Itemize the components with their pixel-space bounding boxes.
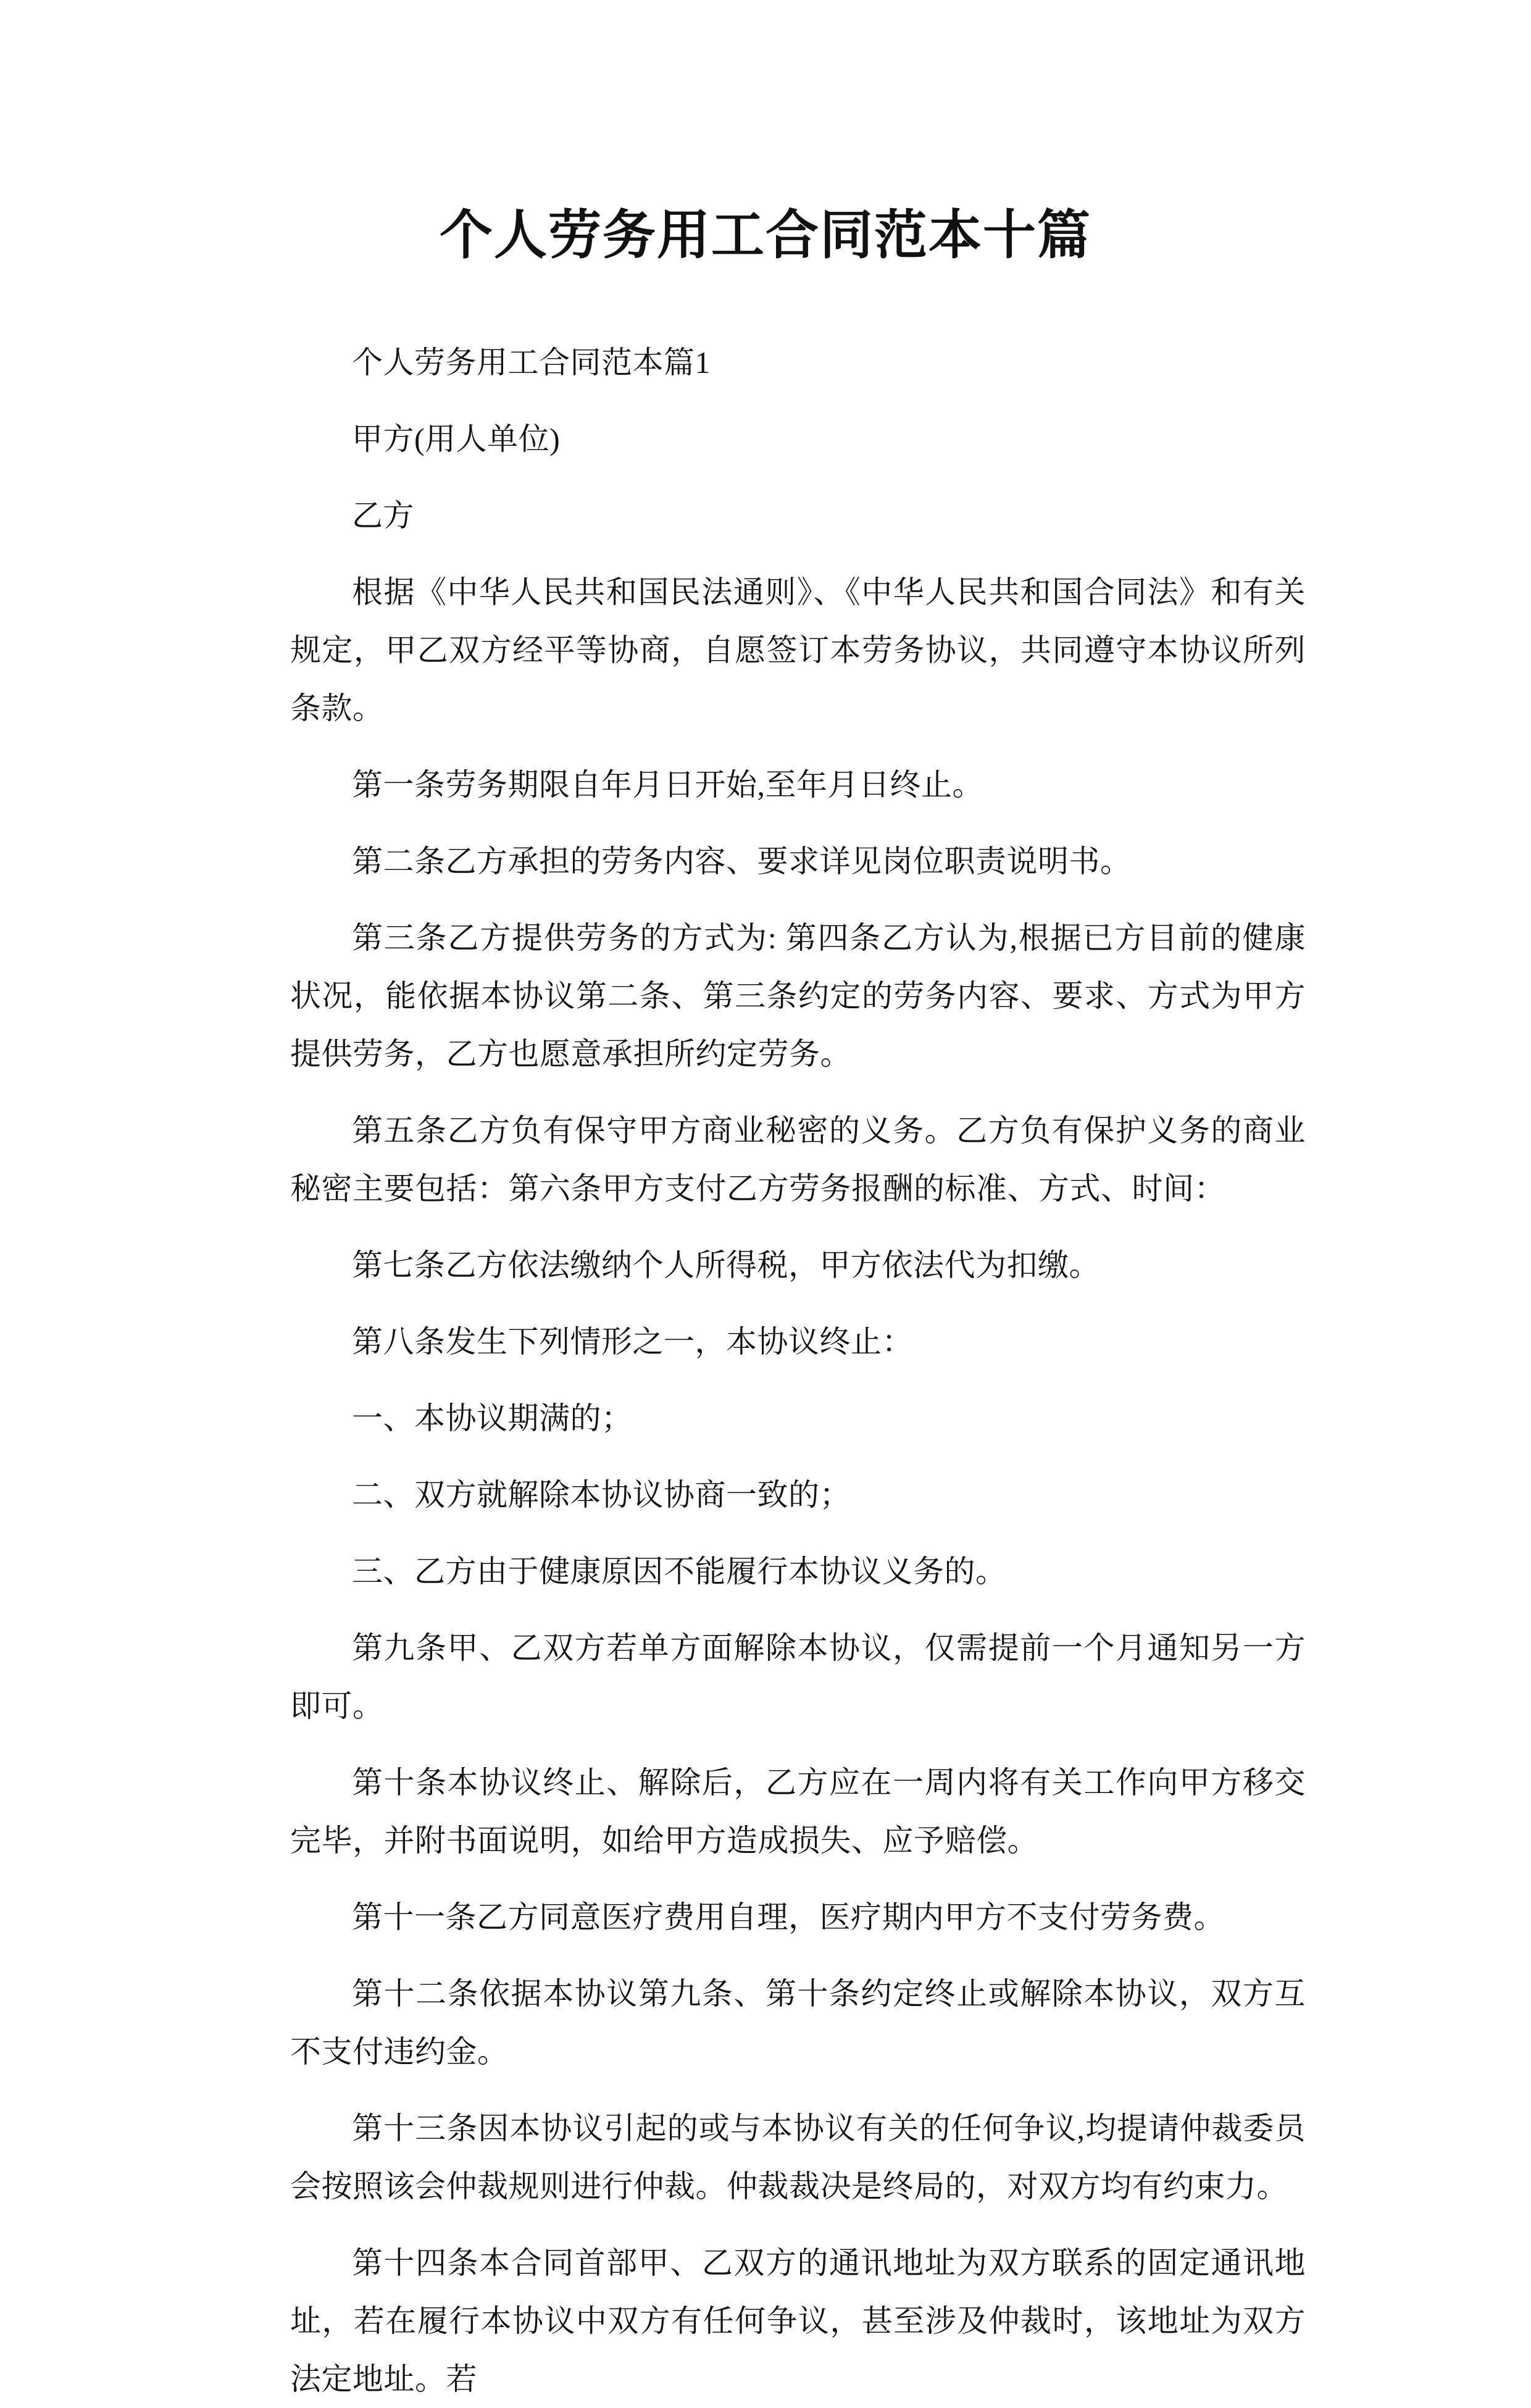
paragraph: 第八条发生下列情形之一，本协议终止： bbox=[352, 1324, 913, 1359]
paragraph: 第九条甲、乙双方若单方面解除本协议，仅需提前一个月通知另一方即可。 bbox=[290, 1631, 1306, 1723]
paragraph: 甲方(用人单位) bbox=[352, 422, 561, 456]
paragraph: 个人劳务用工合同范本篇1 bbox=[352, 345, 711, 380]
paragraph: 第十二条依据本协议第九条、第十条约定终止或解除本协议，双方互不支付违约金。 bbox=[290, 1976, 1306, 2069]
paragraph: 根据《中华人民共和国民法通则》、《中华人民共和国合同法》和有关规定，甲乙双方经平等协商，自愿签订本劳务协议，共同遵守本协议所列条款。 bbox=[290, 575, 1306, 725]
paragraph: 第一条劳务期限自年月日开始,至年月日终止。 bbox=[352, 767, 983, 802]
paragraph: 第十一条乙方同意医疗费用自理，医疗期内甲方不支付劳务费。 bbox=[352, 1900, 1225, 1934]
paragraph: 第十四条本合同首部甲、乙双方的通讯地址为双方联系的固定通讯地址，若在履行本协议中双方有任何争议，甚至涉及仲裁时，该地址为双方法定地址。若 bbox=[290, 2246, 1306, 2396]
page-title: 个人劳务用工合同范本十篇 bbox=[440, 204, 1091, 266]
paragraph: 第三条乙方提供劳务的方式为: 第四条乙方认为,根据已方目前的健康状况，能依据本协议第二条、第三条约定的劳务内容、要求、方式为甲方提供劳务，乙方也愿意承担所约定劳务。 bbox=[290, 921, 1306, 1071]
paragraph: 第十三条因本协议引起的或与本协议有关的任何争议,均提请仲裁委员会按照该会仲裁规则进行仲裁。仲裁裁决是终局的，对双方均有约束力。 bbox=[290, 2111, 1306, 2204]
paragraph: 二、双方就解除本协议协商一致的； bbox=[352, 1478, 851, 1512]
paragraph: 乙方 bbox=[352, 498, 414, 533]
paragraph: 第五条乙方负有保守甲方商业秘密的义务。乙方负有保护义务的商业秘密主要包括：第六条甲方支付乙方劳务报酬的标准、方式、时间： bbox=[290, 1113, 1306, 1206]
paragraph: 一、本协议期满的； bbox=[352, 1401, 633, 1436]
paragraph: 三、乙方由于健康原因不能履行本协议义务的。 bbox=[352, 1554, 1007, 1589]
paragraph: 第二条乙方承担的劳务内容、要求详见岗位职责说明书。 bbox=[352, 844, 1132, 879]
paragraph: 第七条乙方依法缴纳个人所得税，甲方依法代为扣缴。 bbox=[352, 1248, 1100, 1282]
document-body bbox=[290, 333, 1306, 2408]
paragraph: 第十条本协议终止、解除后，乙方应在一周内将有关工作向甲方移交完毕，并附书面说明，如给甲方造成损失、应予赔偿。 bbox=[290, 1765, 1306, 1858]
